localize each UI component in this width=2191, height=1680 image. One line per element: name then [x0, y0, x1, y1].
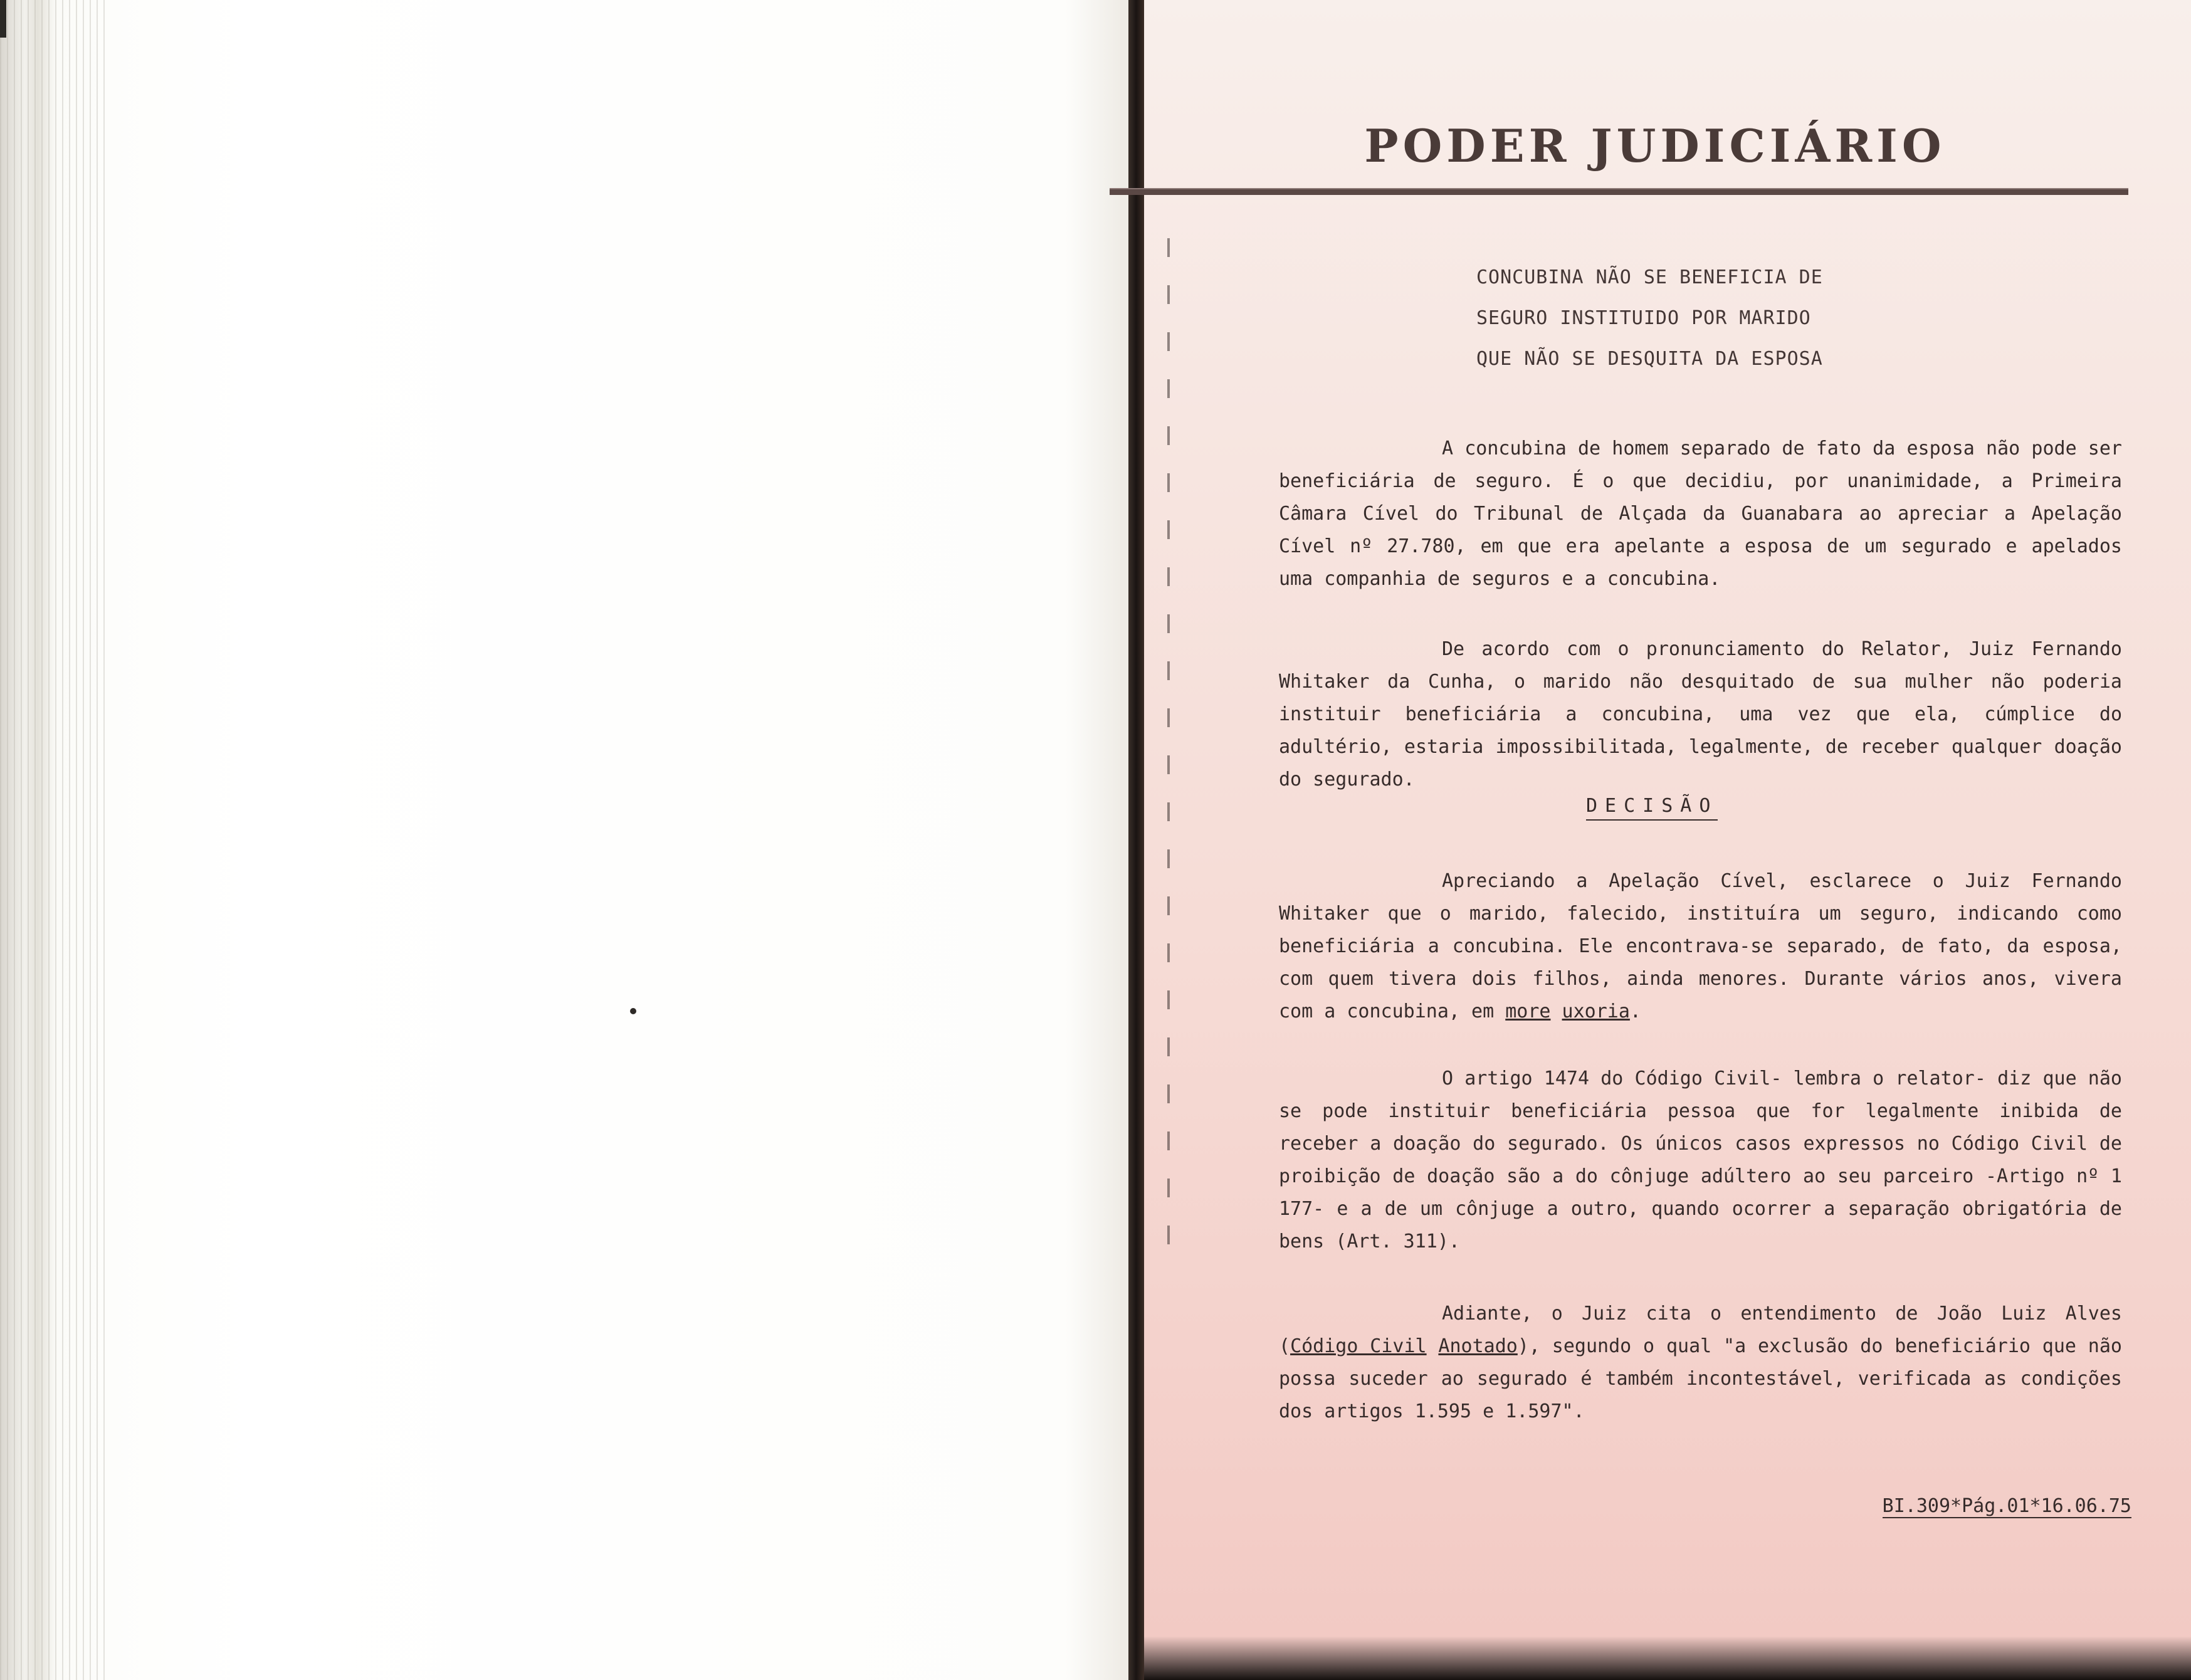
book-spine	[1128, 0, 1144, 1680]
paragraph-text-start: Adiante, o Juiz cita o entendimento de João Luiz Alves (	[1279, 1303, 2122, 1357]
latin-term: uxoria	[1562, 1000, 1630, 1022]
headline-line: CONCUBINA NÃO SE BENEFICIA DE	[1476, 266, 1823, 288]
paragraph-text-end: .	[1629, 1000, 1641, 1022]
paragraph-text: O artigo 1474 do Código Civil- lembra o relator- diz que não se pode instituir beneficiária pessoa que for legalmente inibida de receber a doação do segurado. Os únicos casos expressos no Código Civil de proibição de doação são a do cônjuge adúltero ao seu parceiro -Artigo nº 1 177- e a de um cônjuge a outro, quando ocorrer a separação obrigatória de bens (Art. 311).	[1279, 1068, 2122, 1252]
paragraph-3	[1279, 865, 2122, 1028]
paragraph-text: De acordo com o pronunciamento do Relator, Juiz Fernando Whitaker da Cunha, o marido não desquitado de sua mulher não poderia instituir beneficiária a concubina, uma vez que ela, cúmplice do adultério, estaria impossibilitada, legalmente, de receber qualquer doação do segurado.	[1279, 638, 2122, 790]
latin-term: more	[1505, 1000, 1551, 1022]
headline-line: QUE NÃO SE DESQUITA DA ESPOSA	[1476, 348, 1823, 370]
ink-speck	[630, 1008, 636, 1014]
paragraph-text	[1279, 1298, 2122, 1428]
headline-line: SEGURO INSTITUIDO POR MARIDO	[1476, 307, 1811, 329]
bulletin-reference: BI.309*Pág.01*16.06.75	[1882, 1495, 2131, 1517]
page-edges	[0, 0, 107, 1680]
header-rule	[1110, 188, 2128, 195]
page-title: PODER JUDICIÁRIO	[1364, 119, 1946, 172]
section-title-decisao: DECISÃO	[1586, 795, 1718, 821]
document-page	[1144, 0, 2191, 1680]
page-bottom-shadow	[1144, 1636, 2191, 1680]
binding-corner	[0, 0, 6, 38]
paragraph-5	[1279, 1298, 2122, 1428]
paragraph-text	[1279, 865, 2122, 1028]
paragraph-text-end: ), segundo o qual "a exclusão do beneficiário que não possa suceder ao segurado é também incontestável, verificada as condições dos artigos 1.595 e 1.597".	[1279, 1335, 2122, 1422]
book-title: Código Civil	[1290, 1335, 1427, 1357]
article-headline	[1476, 257, 2041, 379]
paragraph-2	[1279, 633, 2122, 796]
paragraph-4	[1279, 1063, 2122, 1258]
paragraph-1	[1279, 433, 2122, 596]
margin-punch-marks	[1167, 238, 1170, 1273]
paragraph-text-main: Apreciando a Apelação Cível, esclarece o Juiz Fernando Whitaker que o marido, falecido, instituíra um seguro, indicando como beneficiária a concubina. Ele encontrava-se separado, de fato, da esposa, com quem tivera dois filhos, ainda menores. Durante vários anos, vivera com a concubina, em	[1279, 870, 2122, 1022]
book-title: Anotado	[1438, 1335, 1518, 1357]
paragraph-text: A concubina de homem separado de fato da esposa não pode ser beneficiária de seguro. É o que decidiu, por unanimidade, a Primeira Câmara Cível do Tribunal de Alçada da Guanabara ao apreciar a Apelação Cível nº 27.780, em que era apelante a esposa de um segurado e apelados uma companhia de seguros e a concubina.	[1279, 438, 2122, 590]
